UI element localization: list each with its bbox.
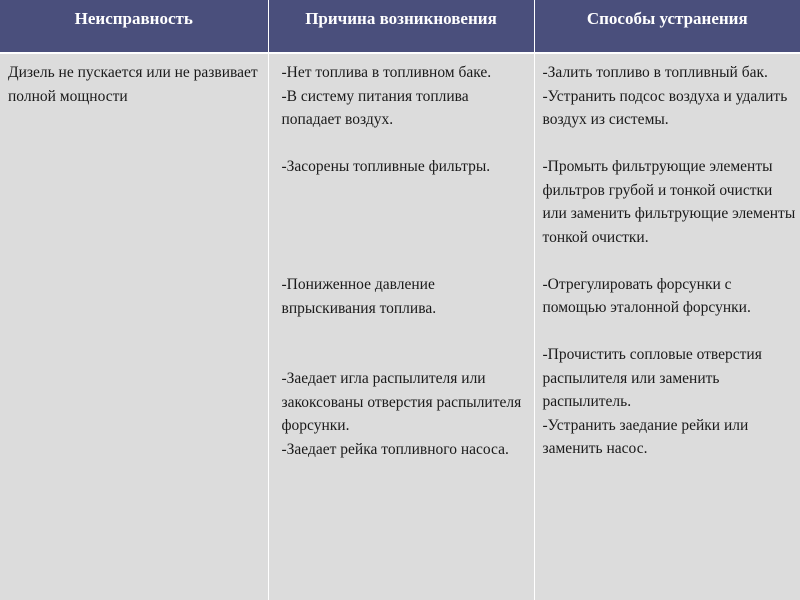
cause-item: -Нет топлива в топливном баке.	[281, 64, 492, 81]
header-fault: Неисправность	[0, 0, 268, 53]
table-row	[0, 53, 800, 600]
header-cause: Причина возникновения	[268, 0, 534, 53]
remedy-item: -Промыть фильтрующие элементы фильтров грубой и тонкой очистки или заменить фильтрующие элементы тонкой очистки.	[542, 158, 796, 246]
cause-item: -Заедает рейка топливного насоса.	[281, 440, 509, 458]
fault-cell	[0, 53, 268, 600]
remedy-item: -Устранить заедание рейки или заменить насос.	[542, 416, 749, 457]
causes-cell	[268, 53, 534, 600]
cause-item: -Пониженное давление впрыскивания топлива.	[281, 276, 437, 317]
remedies-cell	[534, 53, 800, 600]
cause-item: -Заедает игла распылителя или закоксованы отверстия распылителя форсунки.	[281, 370, 522, 434]
remedy-item: -Прочистить сопловые отверстия распылителя или заменить распылитель.	[542, 346, 762, 410]
header-remedy: Способы устранения	[534, 0, 800, 53]
remedy-item: -Отрегулировать форсунки с помощью эталонной форсунки.	[542, 275, 751, 316]
table-header-row	[0, 0, 800, 53]
cause-item: -Засорены топливные фильтры.	[281, 158, 491, 175]
remedy-item: -Залить топливо в топливный бак.	[542, 64, 768, 81]
remedy-item: -Устранить подсос воздуха и удалить воздух из системы.	[542, 87, 788, 128]
fault-text: Дизель не пускается или не развивает полной мощности	[8, 64, 258, 105]
cause-item: -В систему питания топлива попадает воздух.	[281, 87, 469, 128]
